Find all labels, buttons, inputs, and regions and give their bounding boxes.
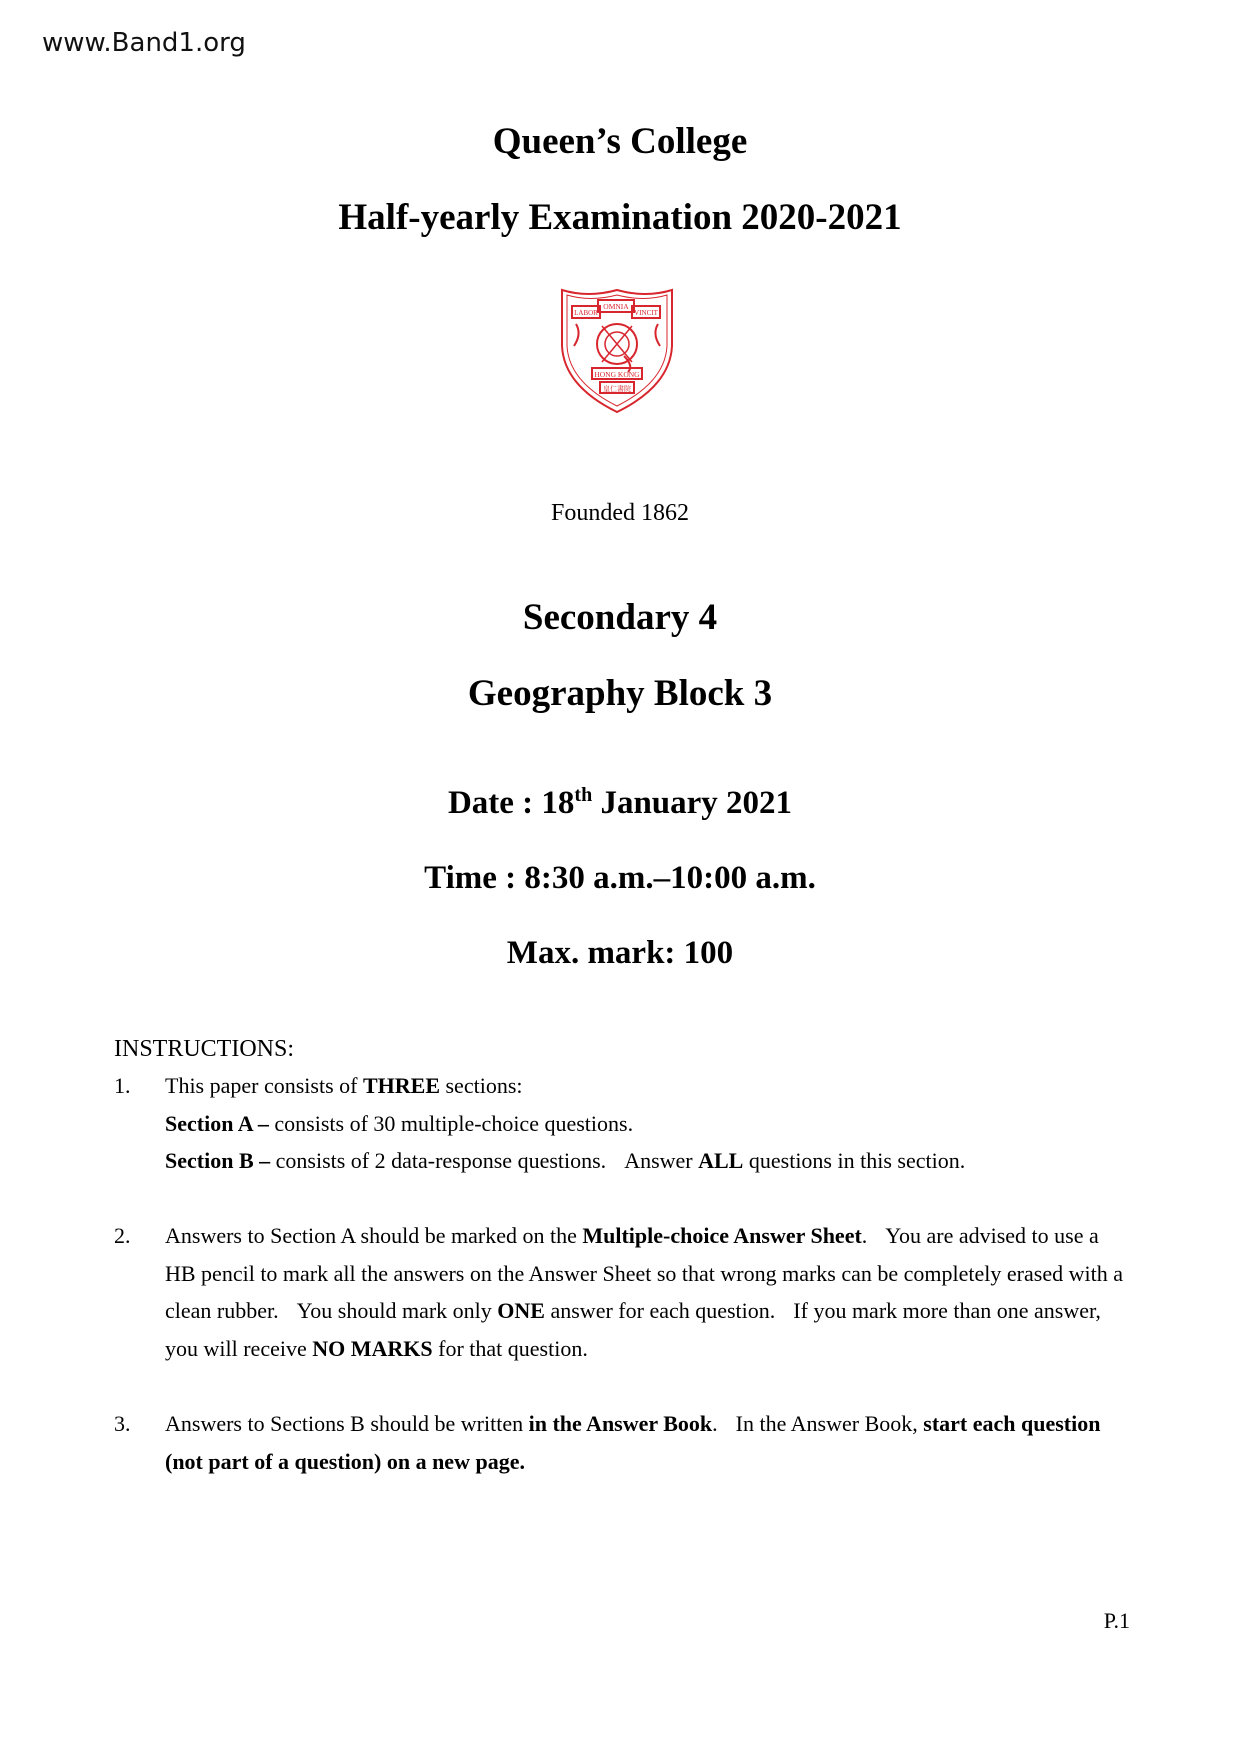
crest-motto-right: VINCIT xyxy=(634,309,658,317)
emphasis: ONE xyxy=(497,1298,545,1323)
max-mark: Max. mark: 100 xyxy=(506,935,734,971)
emphasis: Multiple-choice Answer Sheet xyxy=(582,1223,862,1248)
emphasis: start each question (not part of a question) on a new page. xyxy=(165,1411,1101,1474)
text: . xyxy=(861,1223,868,1248)
emphasis: Section A – xyxy=(165,1110,269,1136)
page-number: P.1 xyxy=(1103,1608,1130,1633)
school-crest-logo xyxy=(558,286,676,416)
emphasis: ALL xyxy=(698,1148,744,1173)
instructions-heading: INSTRUCTIONS: xyxy=(114,1036,295,1062)
emphasis: Section B – xyxy=(165,1148,271,1173)
instruction-paragraph xyxy=(165,1405,1134,1480)
founded-year: Founded 1862 xyxy=(551,500,689,526)
instruction-number: 2. xyxy=(114,1223,131,1248)
text: for that question. xyxy=(432,1335,588,1361)
text: answer for each question. xyxy=(544,1298,776,1323)
text: questions in this section. xyxy=(743,1148,966,1173)
subject-title: Geography Block 3 xyxy=(467,673,773,714)
exam-time: Time : 8:30 a.m.–10:00 a.m. xyxy=(424,860,816,896)
class-level: Secondary 4 xyxy=(522,597,718,638)
text: You are advised to use a HB pencil to mark all the answers on the Answer Sheet so that wrong marks can be completely erased with a clean rubber. xyxy=(165,1223,1123,1323)
watermark-url: www.Band1.org xyxy=(42,28,246,58)
text: consists of 30 multiple-choice questions. xyxy=(268,1110,634,1136)
exam-date xyxy=(0,785,1240,822)
text: You should mark only xyxy=(296,1298,498,1323)
exam-date-prefix: Date : 18 xyxy=(447,785,575,821)
instruction-item-3 xyxy=(114,1405,1134,1480)
instruction-paragraph xyxy=(165,1217,1134,1367)
emphasis: THREE xyxy=(362,1073,440,1098)
instruction-item-2 xyxy=(114,1217,1134,1367)
instruction-item-1 xyxy=(114,1067,1134,1180)
text: Answers to Sections B should be written xyxy=(165,1411,529,1436)
instruction-line xyxy=(165,1067,1134,1105)
exam-title: Half-yearly Examination 2020-2021 xyxy=(338,197,902,238)
instruction-line xyxy=(165,1105,1134,1143)
exam-date-suffix: January 2021 xyxy=(592,785,793,821)
emphasis: NO MARKS xyxy=(312,1335,433,1361)
text: Answer xyxy=(624,1148,699,1173)
crest-motto-left: LABOR xyxy=(574,309,598,317)
text: sections: xyxy=(440,1073,523,1098)
instruction-number: 3. xyxy=(114,1411,131,1436)
crest-place: HONG KONG xyxy=(594,370,640,379)
exam-date-ordinal: th xyxy=(574,784,593,806)
text: . xyxy=(712,1411,718,1436)
text: If you mark more than one answer, you will receive xyxy=(165,1298,1101,1361)
emphasis: in the Answer Book xyxy=(528,1411,713,1436)
text: Answers to Section A should be marked on the xyxy=(165,1223,583,1248)
text: In the Answer Book, xyxy=(735,1411,924,1436)
school-name: Queen’s College xyxy=(492,121,748,162)
text: consists of 2 data-response questions. xyxy=(270,1148,607,1173)
crest-chinese-name: 皇仁書院 xyxy=(603,385,631,393)
text: This paper consists of xyxy=(165,1073,363,1098)
crest-motto-middle: OMNIA xyxy=(603,302,629,311)
instruction-line xyxy=(165,1142,1134,1180)
instruction-number: 1. xyxy=(114,1073,131,1098)
